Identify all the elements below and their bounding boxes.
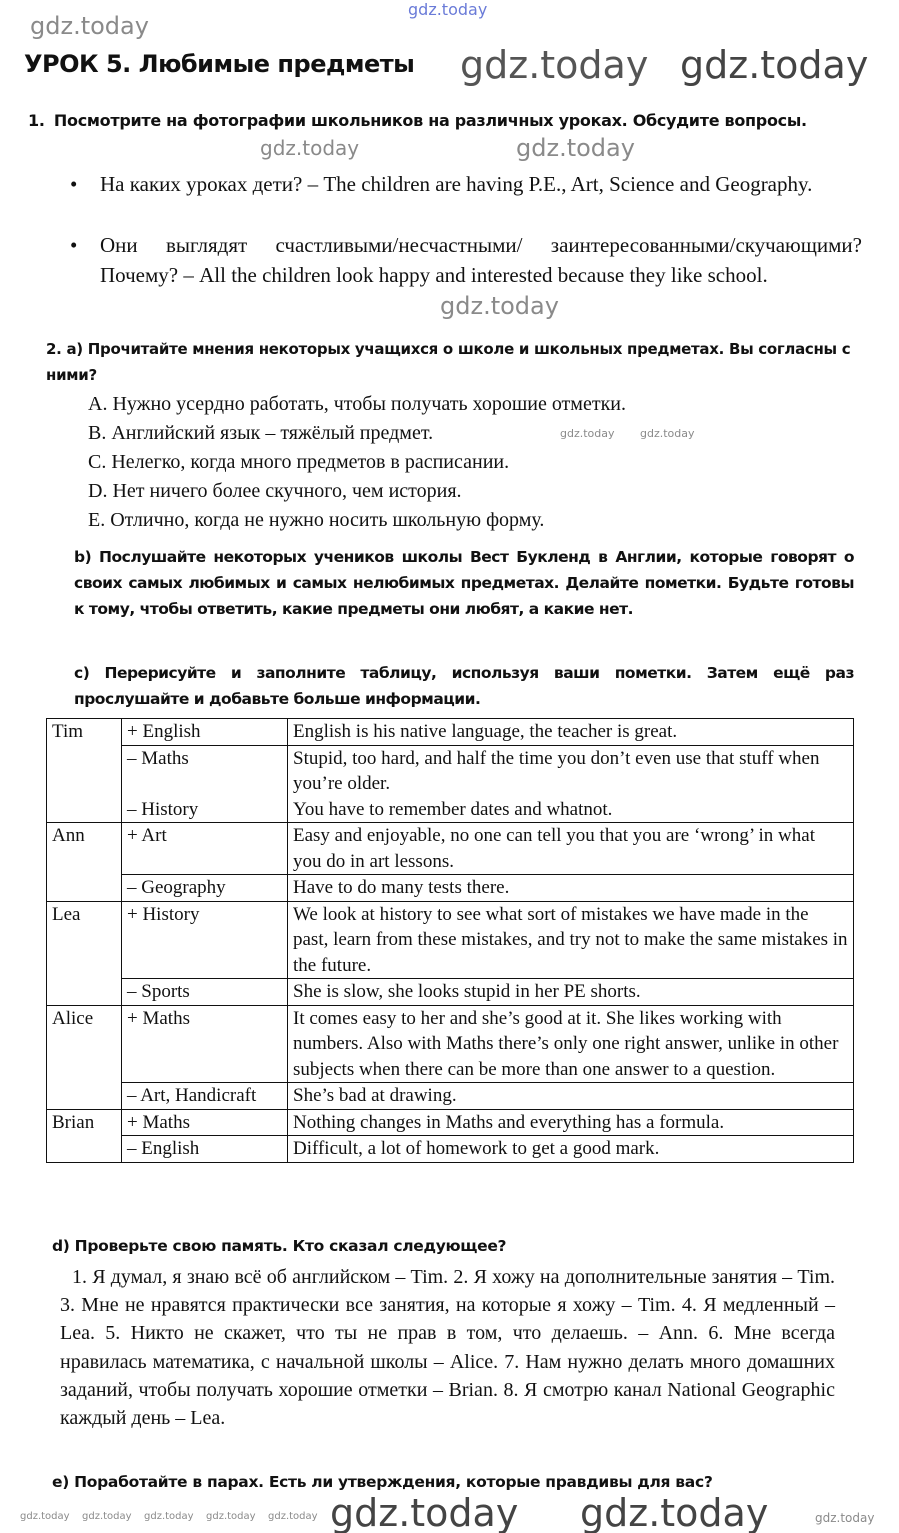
student-name: Brian [47,1109,122,1162]
option-e: E. Отлично, когда не нужно носить школьную форму. [88,509,545,531]
student-name: Tim [47,719,122,823]
option-c: C. Нелегко, когда много предметов в расписании. [88,451,510,473]
watermark: gdz.today [330,1491,519,1533]
watermark: gdz.today [560,427,615,440]
option-a: A. Нужно усердно работать, чтобы получать хорошие отметки. [88,393,626,415]
exercise-2d-answer: 1. Я думал, я знаю всё об английском – Tim. 2. Я хожу на дополнительные занятия – Tim. 3. Мне не нравятся практически все занятия, на которые я хожу – Tim. 4. Я медленный – Lea. 5. Никто не скажет, что ты не прав в том, что делаешь. – Ann. 6. Мне всегда нравилась математика, с начальной школы – Alice. 7. Нам нужно делать много домашних заданий, чтобы получать хорошие отметки – Brian. 8. Я смотрю канал National Geographic каждый день – Lea. [60,1266,835,1430]
comment: English is his native language, the teacher is great. [288,719,854,746]
comment: It comes easy to her and she’s good at it. She likes working with numbers. Also with Maths there’s only one right answer, unlike in other subjects when there can be more than one answer to a question. [288,1005,854,1083]
watermark: gdz.today [268,1511,318,1522]
watermark: gdz.today [440,292,559,320]
subject-text: – History [127,798,199,820]
subject-text: – Maths [127,747,189,769]
subject: – Geography [122,875,288,902]
student-name: Lea [47,901,122,1005]
student-name: Alice [47,1005,122,1109]
subject: + Maths [122,1109,288,1136]
comment: Nothing changes in Maths and everything has a formula. [288,1109,854,1136]
watermark: gdz.today [680,43,869,87]
comment: Difficult, a lot of homework to get a good mark. [288,1136,854,1163]
exercise-2e-prompt: e) Поработайте в парах. Есть ли утверждения, которые правдивы для вас? [52,1473,713,1491]
bullet-text: На каких уроках дети? – The children are having P.E., Art, Science and Geography. [100,172,813,196]
exercise-number: 1. [28,111,45,130]
bullet-icon: • [70,233,78,257]
comment: Easy and enjoyable, no one can tell you that you are ‘wrong’ in what you do in art lessons. [288,823,854,875]
comment: Have to do many tests there. [288,875,854,902]
table-row [47,823,854,875]
watermark: gdz.today [260,136,360,160]
subject: – Sports [122,979,288,1006]
page-title: УРОК 5. Любимые предметы [24,50,415,78]
watermark: gdz.today [30,12,149,40]
watermark: gdz.today [516,134,635,162]
option-d: D. Нет ничего более скучного, чем история. [88,480,462,502]
comment: She’s bad at drawing. [288,1083,854,1110]
subject: + English [122,719,288,746]
exercise-2b-prompt: b) Послушайте некоторых учеников школы Вест Букленд в Англии, которые говорят о своих самых любимых и самых нелюбимых предметах. Делайте пометки. Будьте готовы к тому, чтобы ответить, какие предметы они любят, а какие нет. [74,548,854,618]
subject: + Art [122,823,288,875]
exercise-1-prompt [28,108,864,134]
comment-text: Stupid, too hard, and half the time you don’t even use that stuff when you’re older. [293,747,820,794]
watermark: gdz.today [640,427,695,440]
watermark: gdz.today [580,1491,769,1533]
subjects-table [46,718,854,1163]
table-row [47,1005,854,1083]
table-row [47,875,854,902]
watermark: gdz.today [206,1511,256,1522]
table-row [47,1136,854,1163]
table-row [47,745,854,823]
comment-text: You have to remember dates and whatnot. [293,798,613,820]
subject: + History [122,901,288,979]
comment: We look at history to see what sort of mistakes we have made in the past, learn from these mistakes, and try not to make the same mistakes in the future. [288,901,854,979]
student-name: Ann [47,823,122,902]
watermark: gdz.today [82,1511,132,1522]
watermark: gdz.today [815,1511,875,1525]
bullet-item [70,230,862,290]
comment [288,745,854,823]
watermark: gdz.today [20,1511,70,1522]
exercise-2d-prompt: d) Проверьте свою память. Кто сказал следующее? [52,1237,507,1255]
exercise-2a-prompt: 2. a) Прочитайте мнения некоторых учащихся о школе и школьных предметах. Вы согласны с ними? [46,340,851,384]
exercise-2c-prompt: c) Перерисуйте и заполните таблицу, используя ваши пометки. Затем ещё раз прослушайте и добавьте больше информации. [74,664,854,708]
watermark: gdz.today [408,0,488,19]
table-row [47,1083,854,1110]
table-row [47,719,854,746]
prompt-text: Посмотрите на фотографии школьников на различных уроках. Обсудите вопросы. [53,111,807,130]
table-row [47,1109,854,1136]
table-row [47,979,854,1006]
subject [122,745,288,823]
table-row [47,901,854,979]
subject: – Art, Handicraft [122,1083,288,1110]
watermark: gdz.today [460,43,649,87]
comment: She is slow, she looks stupid in her PE shorts. [288,979,854,1006]
subject: – English [122,1136,288,1163]
bullet-icon: • [70,172,78,196]
subject: + Maths [122,1005,288,1083]
watermark: gdz.today [144,1511,194,1522]
bullet-text: Они выглядят счастливыми/несчастными/ заинтересованными/скучающими? Почему? – All the children look happy and interested because they like school. [100,233,862,287]
option-b: B. Английский язык – тяжёлый предмет. [88,422,434,444]
bullet-item [70,169,862,199]
